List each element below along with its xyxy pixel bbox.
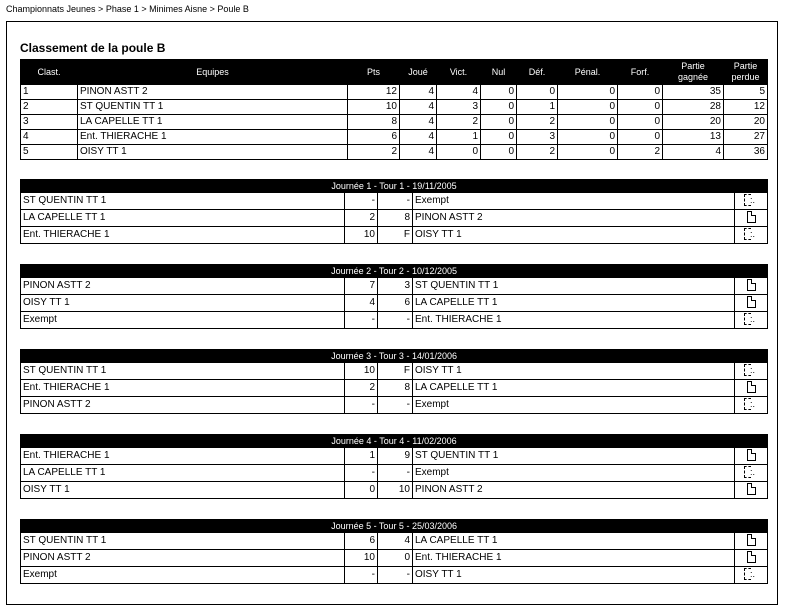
standings-cell: 4 xyxy=(21,130,78,145)
col-header: Clast. xyxy=(21,60,78,85)
home-team: ST QUENTIN TT 1 xyxy=(21,363,345,380)
split-icon[interactable]: :. xyxy=(744,398,758,410)
col-header: Vict. xyxy=(437,60,481,85)
matchday-title: Journée 5 - Tour 5 - 25/03/2006 xyxy=(21,520,768,533)
standings-cell: 5 xyxy=(21,145,78,160)
home-score: - xyxy=(345,465,378,482)
away-team: LA CAPELLE TT 1 xyxy=(413,380,735,397)
team-name: OISY TT 1 xyxy=(78,145,348,160)
standings-cell: 1 xyxy=(517,100,558,115)
matchday-table xyxy=(20,264,768,329)
away-score: 0 xyxy=(378,550,413,567)
away-team: Exempt xyxy=(413,465,735,482)
split-icon[interactable]: :. xyxy=(744,194,758,206)
standings-cell: 13 xyxy=(663,130,724,145)
match-detail-cell[interactable] xyxy=(735,210,768,227)
away-team: ST QUENTIN TT 1 xyxy=(413,448,735,465)
match-row xyxy=(21,397,768,414)
match-row xyxy=(21,363,768,380)
match-row xyxy=(21,482,768,499)
document-icon[interactable] xyxy=(747,279,756,291)
away-score: - xyxy=(378,567,413,584)
away-score: - xyxy=(378,465,413,482)
match-detail-cell[interactable] xyxy=(735,533,768,550)
match-row xyxy=(21,227,768,244)
home-team: LA CAPELLE TT 1 xyxy=(21,210,345,227)
match-row xyxy=(21,278,768,295)
match-row xyxy=(21,193,768,210)
col-header: Partie gagnée xyxy=(663,60,724,85)
away-score: 6 xyxy=(378,295,413,312)
standings-cell: 0 xyxy=(618,85,663,100)
home-score: 10 xyxy=(345,550,378,567)
away-team: OISY TT 1 xyxy=(413,363,735,380)
home-score: - xyxy=(345,397,378,414)
col-header: Pénal. xyxy=(558,60,618,85)
home-score: 1 xyxy=(345,448,378,465)
matchday-title: Journée 3 - Tour 3 - 14/01/2006 xyxy=(21,350,768,363)
match-row xyxy=(21,465,768,482)
home-score: 2 xyxy=(345,380,378,397)
away-team: Ent. THIERACHE 1 xyxy=(413,312,735,329)
standings-cell: 27 xyxy=(724,130,768,145)
match-detail-cell[interactable] xyxy=(735,465,768,482)
home-team: PINON ASTT 2 xyxy=(21,397,345,414)
standings-cell: 0 xyxy=(558,100,618,115)
col-header: Partie perdue xyxy=(724,60,768,85)
standings-cell: 0 xyxy=(558,115,618,130)
away-team: OISY TT 1 xyxy=(413,227,735,244)
away-team: OISY TT 1 xyxy=(413,567,735,584)
standings-cell: 6 xyxy=(348,130,400,145)
match-detail-cell[interactable] xyxy=(735,312,768,329)
away-score: 4 xyxy=(378,533,413,550)
document-icon[interactable] xyxy=(747,449,756,461)
home-team: ST QUENTIN TT 1 xyxy=(21,533,345,550)
match-detail-cell[interactable] xyxy=(735,363,768,380)
away-score: - xyxy=(378,397,413,414)
away-team: PINON ASTT 2 xyxy=(413,482,735,499)
split-icon[interactable]: :. xyxy=(744,313,758,325)
standings-cell: 5 xyxy=(724,85,768,100)
away-team: LA CAPELLE TT 1 xyxy=(413,295,735,312)
col-header: Equipes xyxy=(78,60,348,85)
home-team: PINON ASTT 2 xyxy=(21,550,345,567)
col-header: Joué xyxy=(400,60,437,85)
match-row xyxy=(21,550,768,567)
away-score: 8 xyxy=(378,380,413,397)
document-icon[interactable] xyxy=(747,211,756,223)
match-row xyxy=(21,380,768,397)
document-icon[interactable] xyxy=(747,551,756,563)
standings-row xyxy=(21,100,768,115)
standings-cell: 12 xyxy=(348,85,400,100)
standings-cell: 8 xyxy=(348,115,400,130)
home-score: 4 xyxy=(345,295,378,312)
split-icon[interactable]: :. xyxy=(744,568,758,580)
match-row xyxy=(21,312,768,329)
document-icon[interactable] xyxy=(747,296,756,308)
home-team: LA CAPELLE TT 1 xyxy=(21,465,345,482)
standings-cell: 0 xyxy=(481,85,517,100)
team-name: ST QUENTIN TT 1 xyxy=(78,100,348,115)
standings-cell: 4 xyxy=(400,145,437,160)
away-score: F xyxy=(378,227,413,244)
document-icon[interactable] xyxy=(747,381,756,393)
split-icon[interactable]: :. xyxy=(744,364,758,376)
breadcrumb[interactable]: Championnats Jeunes > Phase 1 > Minimes Aisne > Poule B xyxy=(6,4,249,14)
match-detail-cell[interactable] xyxy=(735,227,768,244)
home-score: - xyxy=(345,567,378,584)
standings-cell: 0 xyxy=(618,100,663,115)
standings-cell: 0 xyxy=(481,130,517,145)
standings-cell: 4 xyxy=(400,130,437,145)
standings-cell: 0 xyxy=(558,145,618,160)
match-detail-cell[interactable] xyxy=(735,482,768,499)
team-name: LA CAPELLE TT 1 xyxy=(78,115,348,130)
standings-row xyxy=(21,115,768,130)
team-name: PINON ASTT 2 xyxy=(78,85,348,100)
standings-cell: 0 xyxy=(481,100,517,115)
standings-cell: 4 xyxy=(663,145,724,160)
home-score: - xyxy=(345,312,378,329)
standings-cell: 2 xyxy=(21,100,78,115)
away-score: - xyxy=(378,193,413,210)
match-row xyxy=(21,533,768,550)
matchday-table xyxy=(20,519,768,584)
standings-cell: 2 xyxy=(618,145,663,160)
match-detail-cell[interactable] xyxy=(735,295,768,312)
standings-row xyxy=(21,85,768,100)
col-header: Pts xyxy=(348,60,400,85)
matchday-title: Journée 1 - Tour 1 - 19/11/2005 xyxy=(21,180,768,193)
standings-cell: 0 xyxy=(558,130,618,145)
col-header: Déf. xyxy=(517,60,558,85)
match-row xyxy=(21,295,768,312)
matchday-table xyxy=(20,179,768,244)
standings-cell: 3 xyxy=(517,130,558,145)
matchday-title: Journée 2 - Tour 2 - 10/12/2005 xyxy=(21,265,768,278)
standings-cell: 28 xyxy=(663,100,724,115)
match-detail-cell[interactable] xyxy=(735,567,768,584)
match-row xyxy=(21,210,768,227)
standings-cell: 2 xyxy=(348,145,400,160)
matchday-table xyxy=(20,434,768,499)
home-score: 7 xyxy=(345,278,378,295)
team-name: Ent. THIERACHE 1 xyxy=(78,130,348,145)
home-team: Ent. THIERACHE 1 xyxy=(21,448,345,465)
home-team: Ent. THIERACHE 1 xyxy=(21,380,345,397)
home-team: ST QUENTIN TT 1 xyxy=(21,193,345,210)
match-detail-cell[interactable] xyxy=(735,448,768,465)
standings-cell: 12 xyxy=(724,100,768,115)
match-detail-cell[interactable] xyxy=(735,397,768,414)
away-team: Ent. THIERACHE 1 xyxy=(413,550,735,567)
standings-cell: 4 xyxy=(400,85,437,100)
match-detail-cell[interactable] xyxy=(735,550,768,567)
standings-cell: 2 xyxy=(517,115,558,130)
home-score: 6 xyxy=(345,533,378,550)
standings-cell: 1 xyxy=(437,130,481,145)
home-score: 10 xyxy=(345,363,378,380)
away-team: PINON ASTT 2 xyxy=(413,210,735,227)
standings-row xyxy=(21,145,768,160)
home-team: Exempt xyxy=(21,567,345,584)
away-score: 8 xyxy=(378,210,413,227)
standings-cell: 20 xyxy=(724,115,768,130)
home-score: 0 xyxy=(345,482,378,499)
standings-cell: 0 xyxy=(481,115,517,130)
standings-cell: 4 xyxy=(400,115,437,130)
standings-cell: 0 xyxy=(558,85,618,100)
away-team: ST QUENTIN TT 1 xyxy=(413,278,735,295)
home-team: PINON ASTT 2 xyxy=(21,278,345,295)
standings-cell: 4 xyxy=(400,100,437,115)
split-icon[interactable]: :. xyxy=(744,466,758,478)
standings-cell: 3 xyxy=(437,100,481,115)
away-score: - xyxy=(378,312,413,329)
away-team: Exempt xyxy=(413,193,735,210)
away-score: 3 xyxy=(378,278,413,295)
home-score: - xyxy=(345,193,378,210)
standings-cell: 0 xyxy=(437,145,481,160)
standings-cell: 35 xyxy=(663,85,724,100)
standings-cell: 36 xyxy=(724,145,768,160)
standings-row xyxy=(21,130,768,145)
matchday-title: Journée 4 - Tour 4 - 11/02/2006 xyxy=(21,435,768,448)
matchday-table xyxy=(20,349,768,414)
document-icon[interactable] xyxy=(747,534,756,546)
standings-cell: 3 xyxy=(21,115,78,130)
home-team: Ent. THIERACHE 1 xyxy=(21,227,345,244)
standings-cell: 0 xyxy=(618,130,663,145)
standings-cell: 2 xyxy=(437,115,481,130)
standings-cell: 2 xyxy=(517,145,558,160)
standings-cell: 10 xyxy=(348,100,400,115)
match-detail-cell[interactable] xyxy=(735,278,768,295)
away-score: F xyxy=(378,363,413,380)
standings-cell: 0 xyxy=(481,145,517,160)
split-icon[interactable]: :. xyxy=(744,228,758,240)
standings-table xyxy=(20,59,768,160)
match-row xyxy=(21,448,768,465)
away-team: LA CAPELLE TT 1 xyxy=(413,533,735,550)
col-header: Forf. xyxy=(618,60,663,85)
home-team: Exempt xyxy=(21,312,345,329)
match-row xyxy=(21,567,768,584)
home-team: OISY TT 1 xyxy=(21,482,345,499)
standings-cell: 20 xyxy=(663,115,724,130)
standings-cell: 4 xyxy=(437,85,481,100)
home-team: OISY TT 1 xyxy=(21,295,345,312)
match-detail-cell[interactable] xyxy=(735,193,768,210)
standings-cell: 1 xyxy=(21,85,78,100)
standings-cell: 0 xyxy=(618,115,663,130)
home-score: 2 xyxy=(345,210,378,227)
document-icon[interactable] xyxy=(747,483,756,495)
standings-cell: 0 xyxy=(517,85,558,100)
home-score: 10 xyxy=(345,227,378,244)
page-title: Classement de la poule B xyxy=(20,41,166,55)
away-team: Exempt xyxy=(413,397,735,414)
col-header: Nul xyxy=(481,60,517,85)
match-detail-cell[interactable] xyxy=(735,380,768,397)
away-score: 10 xyxy=(378,482,413,499)
away-score: 9 xyxy=(378,448,413,465)
